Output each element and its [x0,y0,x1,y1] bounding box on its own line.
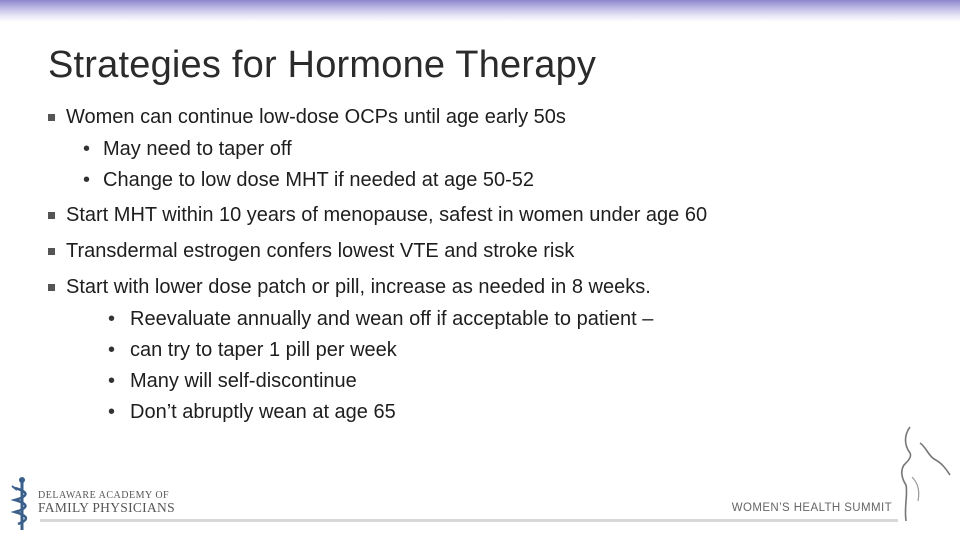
bullet-text: can try to taper 1 pill per week [130,339,397,361]
bullet-item [48,238,928,269]
dot-bullet-icon: • [83,138,91,160]
sub-bullet-item [48,336,928,367]
sub-bullet-item [48,398,928,429]
bullet-text: Women can continue low-dose OCPs until age early 50s [66,106,566,128]
bullet-text: Transdermal estrogen confers lowest VTE and stroke risk [66,240,575,262]
bullet-text: Don’t abruptly wean at age 65 [130,401,396,423]
bullet-text: Start MHT within 10 years of menopause, safest in women under age 60 [66,204,708,226]
bullet-list [48,104,928,429]
square-bullet-icon [48,212,55,219]
bullet-item [48,274,928,305]
org-name-line1: DELAWARE ACADEMY OF [38,490,170,501]
dot-bullet-icon: • [83,169,91,191]
dot-bullet-icon: • [108,370,116,392]
sub-bullet-item [48,305,928,336]
dot-bullet-icon: • [108,308,116,330]
bullet-item [48,202,928,233]
footer-divider [40,519,898,522]
slide-title: Strategies for Hormone Therapy [48,44,597,86]
header-gradient-band [0,0,960,22]
dot-bullet-icon: • [108,401,116,423]
bullet-text: Many will self-discontinue [130,370,357,392]
sub-bullet-item [48,135,928,166]
square-bullet-icon [48,114,55,121]
bullet-item [48,104,928,135]
woman-silhouette-icon [890,425,960,535]
bullet-text: Reevaluate annually and wean off if acceptable to patient – [130,308,654,330]
bullet-text: Start with lower dose patch or pill, increase as needed in 8 weeks. [66,276,651,298]
dot-bullet-icon: • [108,339,116,361]
sub-bullet-item [48,166,928,197]
sub-bullet-item [48,367,928,398]
bullet-text: Change to low dose MHT if needed at age 50-52 [103,169,535,191]
square-bullet-icon [48,284,55,291]
square-bullet-icon [48,248,55,255]
event-name: WOMEN’S HEALTH SUMMIT [731,502,892,514]
bullet-text: May need to taper off [103,138,292,160]
org-name-line2: FAMILY PHYSICIANS [38,500,175,515]
org-name-logo [38,490,175,515]
